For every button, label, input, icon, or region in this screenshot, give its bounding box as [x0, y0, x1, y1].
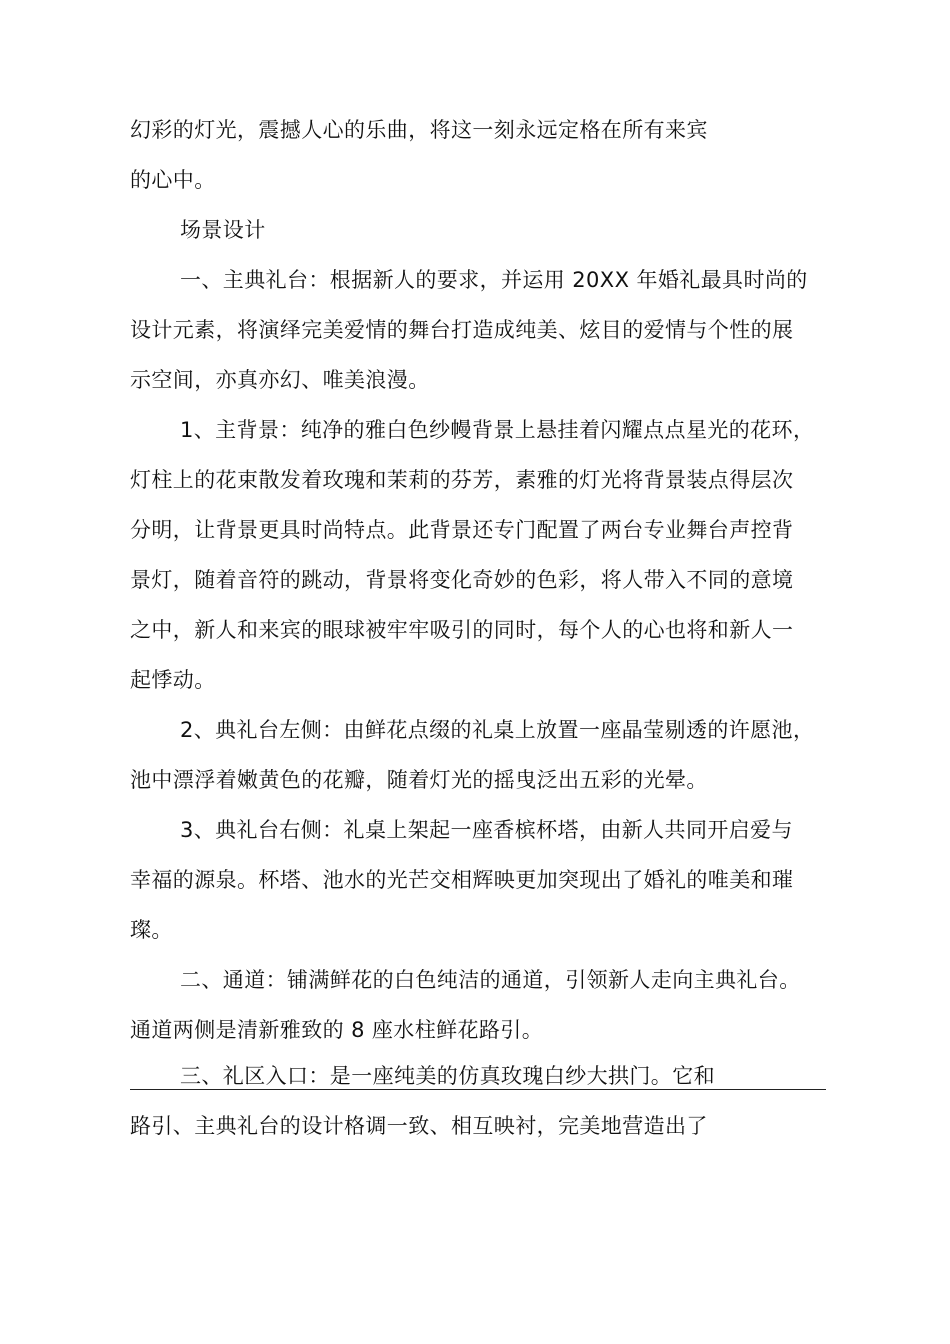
text-line: 一、主典礼台：根据新人的要求，并运用 20XX 年婚礼最具时尚的 [180, 268, 808, 292]
text-line: 景灯，随着音符的跳动，背景将变化奇妙的色彩，将人带入不同的意境 [130, 568, 794, 592]
text-line: 3、典礼台右侧：礼桌上架起一座香槟杯塔，由新人共同开启爱与 [180, 818, 793, 842]
text-line: 之中，新人和来宾的眼球被牢牢吸引的同时，每个人的心也将和新人一 [130, 618, 794, 642]
text-line: 灯柱上的花束散发着玫瑰和茉莉的芬芳，素雅的灯光将背景装点得层次 [130, 468, 794, 492]
text-line: 分明，让背景更具时尚特点。此背景还专门配置了两台专业舞台声控背 [130, 518, 794, 542]
text-line: 路引、主典礼台的设计格调一致、相互映衬，完美地营造出了 [130, 1114, 708, 1138]
horizontal-divider [130, 1089, 826, 1090]
text-line: 2、典礼台左侧：由鲜花点缀的礼桌上放置一座晶莹剔透的许愿池， [180, 718, 815, 742]
text-line: 二、通道：铺满鲜花的白色纯洁的通道，引领新人走向主典礼台。 [180, 968, 801, 992]
section-heading: 场景设计 [180, 218, 266, 242]
text-line: 1、主背景：纯净的雅白色纱幔背景上悬挂着闪耀点点星光的花环， [180, 418, 815, 442]
text-line: 通道两侧是清新雅致的 8 座水柱鲜花路引。 [130, 1018, 544, 1042]
text-line: 三、礼区入口：是一座纯美的仿真玫瑰白纱大拱门。它和 [180, 1064, 715, 1088]
text-line: 幻彩的灯光，震撼人心的乐曲，将这一刻永远定格在所有来宾 [130, 118, 708, 142]
text-line: 璨。 [130, 918, 173, 942]
text-line: 起悸动。 [130, 668, 216, 692]
text-line: 幸福的源泉。杯塔、池水的光芒交相辉映更加突现出了婚礼的唯美和璀 [130, 868, 794, 892]
text-line: 设计元素，将演绎完美爱情的舞台打造成纯美、炫目的爱情与个性的展 [130, 318, 794, 342]
text-line: 池中漂浮着嫩黄色的花瓣，随着灯光的摇曳泛出五彩的光晕。 [130, 768, 708, 792]
text-line: 的心中。 [130, 168, 216, 192]
text-line: 示空间，亦真亦幻、唯美浪漫。 [130, 368, 430, 392]
